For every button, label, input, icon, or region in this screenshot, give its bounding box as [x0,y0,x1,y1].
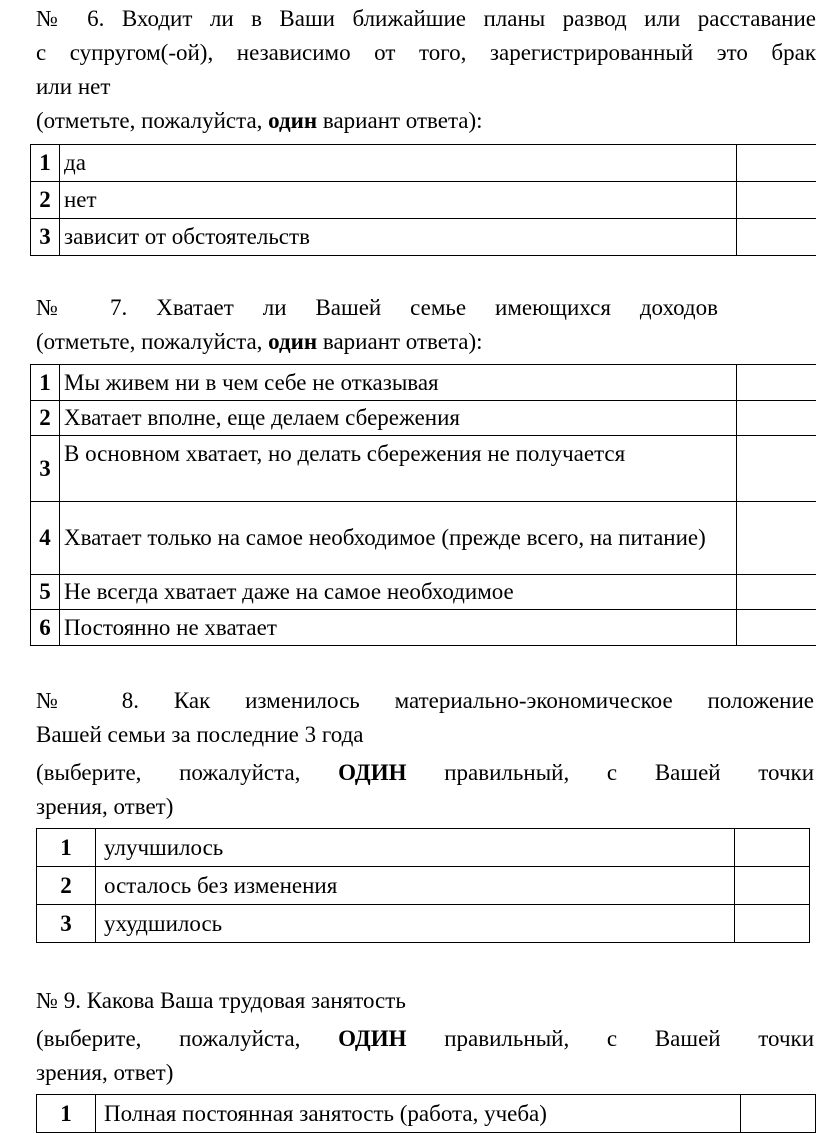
answer-checkbox[interactable] [735,867,810,905]
option-number: 1 [31,365,60,401]
question-9-instruction: (выберите, пожалуйста, ОДИН правильный, с Вашей точки [36,1026,815,1051]
option-row [31,610,816,646]
option-text: зависит от обстоятельств [60,219,737,256]
answer-checkbox[interactable] [735,905,810,943]
answer-checkbox[interactable] [735,829,810,867]
question-6-line-2: с супругом(-ой), независимо от того, зарегистрированный это брак [36,40,816,65]
answer-checkbox[interactable] [737,145,816,182]
question-6-line-1: № 6. Входит ли в Ваши ближайшие планы развод или расставание [36,6,816,31]
question-8-options-table [36,828,810,943]
option-row [37,1095,816,1133]
option-row [31,182,816,219]
answer-checkbox[interactable] [737,182,816,219]
answer-checkbox[interactable] [737,502,816,575]
question-7-options-table [30,364,816,646]
answer-checkbox[interactable] [737,219,816,256]
option-number: 3 [31,219,60,256]
option-row [31,575,816,610]
option-number: 2 [31,401,60,436]
option-row [31,365,816,401]
question-8-line-2: Вашей семьи за последние 3 года [36,722,364,747]
question-8 [36,684,814,824]
option-row [31,502,816,575]
option-number: 1 [37,829,96,867]
option-row [37,829,810,867]
option-number: 2 [37,867,96,905]
option-text: осталось без изменения [96,867,735,905]
option-number: 5 [31,575,60,610]
option-row [31,219,816,256]
question-7-instruction: (отметьте, пожалуйста, один вариант ответа): [36,329,483,354]
option-row [37,867,810,905]
answer-checkbox[interactable] [737,610,816,646]
question-7-line-1: № 7. Хватает ли Вашей семье имеющихся доходов [36,295,718,320]
answer-checkbox[interactable] [737,401,816,436]
question-6-instruction: (отметьте, пожалуйста, один вариант ответа): [36,108,483,133]
answer-checkbox[interactable] [737,436,816,502]
option-number: 4 [31,502,60,575]
question-7 [36,291,718,359]
answer-checkbox[interactable] [737,365,816,401]
option-text: Не всегда хватает даже на самое необходимое [60,575,737,610]
option-number: 1 [31,145,60,182]
option-text: Хватает вполне, еще делаем сбережения [60,401,737,436]
option-text: Постоянно не хватает [60,610,737,646]
option-text: Полная постоянная занятость (работа, учеба) [96,1095,741,1133]
option-number: 6 [31,610,60,646]
option-number: 1 [37,1095,96,1133]
option-row [31,145,816,182]
option-number: 2 [31,182,60,219]
option-number: 3 [31,436,60,502]
option-text: нет [60,182,737,219]
answer-checkbox[interactable] [737,575,816,610]
option-number: 3 [37,905,96,943]
option-row [37,905,810,943]
option-text: В основном хватает, но делать сбережения не получается [60,436,737,502]
option-row [31,401,816,436]
question-8-instruction: (выберите, пожалуйста, ОДИН правильный, с Вашей точки [36,760,815,785]
option-row [31,436,816,502]
question-9-options-table [36,1094,816,1133]
option-text: Мы живем ни в чем себе не отказывая [60,365,737,401]
option-text: ухудшилось [96,905,735,943]
answer-checkbox[interactable] [741,1095,816,1133]
option-text: улучшилось [96,829,735,867]
question-9-line-1: № 9. Какова Ваша трудовая занятость [36,988,406,1013]
option-text: да [60,145,737,182]
question-8-line-1: № 8. Как изменилось материально-экономическое положение [36,688,814,713]
question-6-line-3: или нет [36,74,111,99]
question-9-instruction-line-2: зрения, ответ) [36,1060,174,1085]
question-6-options-table [30,144,816,256]
question-6 [36,2,816,138]
question-8-instruction-line-2: зрения, ответ) [36,794,174,819]
question-9 [36,984,814,1090]
option-text: Хватает только на самое необходимое (прежде всего, на питание) [60,502,737,575]
